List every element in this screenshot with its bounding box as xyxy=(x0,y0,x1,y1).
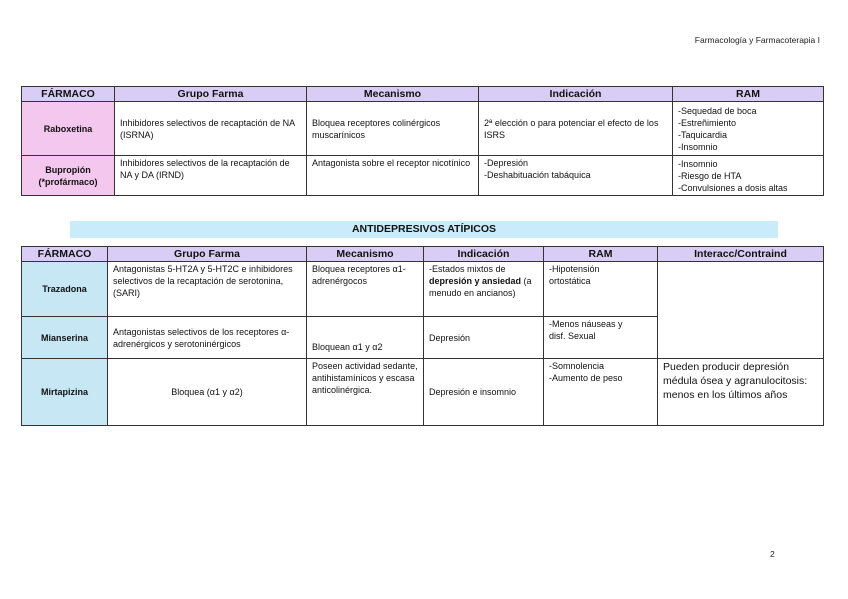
ram-item: -Insomnio xyxy=(678,141,718,152)
col-header-farmaco: FÁRMACO xyxy=(22,87,115,102)
drug-name xyxy=(22,156,115,196)
ram-item: -Somnolencia xyxy=(549,361,605,371)
drug-name-line: Bupropión xyxy=(45,164,91,175)
indicacion-cell xyxy=(424,262,544,317)
table-header-row xyxy=(22,247,824,262)
col-header-indicacion: Indicación xyxy=(424,247,544,262)
interacc-cell: Pueden producir depresión médula ósea y agranulocitosis: menos en los últimos años xyxy=(658,359,824,426)
grupo-cell: Inhibidores selectivos de la recaptación de NA y DA (IRND) xyxy=(115,156,307,196)
mecanismo-cell: Bloquea receptores colinérgicos muscarínicos xyxy=(307,102,479,156)
mecanismo-cell: Poseen actividad sedante, antihistamínicos y escasa anticolinérgica. xyxy=(307,359,424,426)
table-row xyxy=(22,262,824,317)
col-header-grupo: Grupo Farma xyxy=(115,87,307,102)
grupo-cell: Antagonistas 5-HT2A y 5-HT2C e inhibidores selectivos de la recaptación de serotonina, (SARI) xyxy=(108,262,307,317)
col-header-interacc: Interacc/Contraind xyxy=(658,247,824,262)
page-number: 2 xyxy=(770,549,775,559)
ram-item: -Sequedad de boca xyxy=(678,105,757,116)
mecanismo-cell: Antagonista sobre el receptor nicotínico xyxy=(307,156,479,196)
ram-item: ortostática xyxy=(549,276,591,286)
section-title: ANTIDEPRESIVOS ATÍPICOS xyxy=(70,221,778,238)
drug-name: Raboxetina xyxy=(22,102,115,156)
indicacion-text: -Estados mixtos de xyxy=(429,264,506,274)
ram-item: -Taquicardia xyxy=(678,129,728,140)
drug-name: Mianserina xyxy=(22,317,108,359)
indicacion-cell: 2ª elección o para potenciar el efecto de los ISRS xyxy=(479,102,673,156)
col-header-ram: RAM xyxy=(673,87,824,102)
indicacion-cell xyxy=(479,156,673,196)
ram-item: -Aumento de peso xyxy=(549,373,623,383)
ram-item: -Insomnio xyxy=(678,158,718,169)
drug-name: Trazadona xyxy=(22,262,108,317)
ram-item: -Riesgo de HTA xyxy=(678,170,742,181)
indicacion-cell: Depresión e insomnio xyxy=(424,359,544,426)
grupo-cell: Antagonistas selectivos de los receptores α-adrenérgicos y serotoninérgicos xyxy=(108,317,307,359)
antidepressants-table-1 xyxy=(21,86,824,196)
drug-name: Mirtapizina xyxy=(22,359,108,426)
table-header-row xyxy=(22,87,824,102)
indicacion-item: -Deshabituación tabáquica xyxy=(484,170,591,180)
atypical-antidepressants-table xyxy=(21,246,824,426)
indicacion-cell: Depresión xyxy=(424,317,544,359)
ram-cell xyxy=(544,359,658,426)
col-header-indicacion: Indicación xyxy=(479,87,673,102)
interacc-cell-empty xyxy=(658,262,824,359)
indicacion-item: -Depresión xyxy=(484,158,529,168)
table-row xyxy=(22,156,824,196)
ram-cell xyxy=(673,102,824,156)
col-header-grupo: Grupo Farma xyxy=(108,247,307,262)
indicacion-emphasis: depresión y ansiedad xyxy=(429,276,522,286)
mecanismo-cell: Bloquea receptores α1-adrenérgocos xyxy=(307,262,424,317)
col-header-mecanismo: Mecanismo xyxy=(307,247,424,262)
ram-cell xyxy=(673,156,824,196)
col-header-farmaco: FÁRMACO xyxy=(22,247,108,262)
ram-cell xyxy=(544,262,658,317)
ram-item: -Menos náuseas y xyxy=(549,319,623,329)
drug-name-note: (*profármaco) xyxy=(38,176,98,187)
grupo-cell: Bloquea (α1 y α2) xyxy=(108,359,307,426)
mecanismo-cell: Bloquean α1 y α2 xyxy=(307,317,424,359)
table-row xyxy=(22,359,824,426)
ram-item: -Convulsiones a dosis altas xyxy=(678,182,788,193)
ram-item: -Hipotensión xyxy=(549,264,600,274)
ram-item: -Estreñimiento xyxy=(678,117,737,128)
table-row xyxy=(22,102,824,156)
indicacion-note: (a menudo en ancianos) xyxy=(429,276,532,298)
ram-cell xyxy=(544,317,658,359)
col-header-mecanismo: Mecanismo xyxy=(307,87,479,102)
grupo-cell: Inhibidores selectivos de recaptación de NA (ISRNA) xyxy=(115,102,307,156)
col-header-ram: RAM xyxy=(544,247,658,262)
ram-item: disf. Sexual xyxy=(549,331,596,341)
running-header: Farmacología y Farmacoterapia I xyxy=(694,35,820,45)
